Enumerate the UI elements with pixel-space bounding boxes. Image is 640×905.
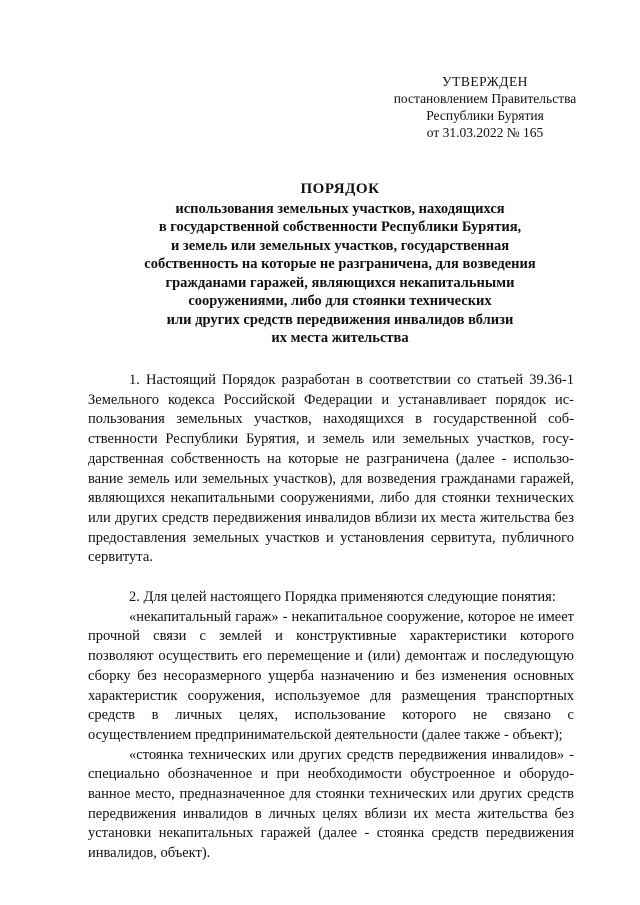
approval-republic-line: Республики Бурятия bbox=[426, 108, 544, 123]
title-line: сооружениями, либо для стоянки технических bbox=[188, 293, 492, 309]
definition-garage: «некапитальный гараж» - некапитальное сооружение, которое не имеет прочной связи с землей и конструктивные характеристики которого позволяют осуществить его перемещение и (или) демонтаж и последующую сборку без несоразмерного ущерба назначению и без изменения основных характеристик сооружения, используемое для размещения транспортных средств в личных целях, использование которого не связано с осуществлением предпринимательской деятельности (далее также - объект); bbox=[88, 608, 574, 743]
approval-date-line: от 31.03.2022 № 165 bbox=[426, 125, 544, 140]
title-line: собственность на которые не разграничена, для возведения bbox=[144, 256, 536, 272]
title-line: их места жительства bbox=[271, 330, 409, 346]
document-title-block bbox=[90, 180, 590, 348]
document-body bbox=[88, 371, 574, 864]
paragraph-2: 2. Для целей настоящего Порядка применяются следующие понятия: bbox=[129, 589, 556, 606]
approval-resolution-line: постановлением Правительства bbox=[393, 91, 577, 106]
document-heading: ПОРЯДОК bbox=[300, 181, 380, 197]
title-line: или других средств передвижения инвалидов вблизи bbox=[166, 311, 514, 328]
title-line: и земель или земельных участков, государственная bbox=[170, 237, 510, 254]
title-line: использования земельных участков, находящихся bbox=[175, 200, 505, 217]
paragraph-1: 1. Настоящий Порядок разработан в соответствии со статьей 39.36-1 Земельного кодекса Российской Федерации и устанавливает порядок использования земельных участков, находящихся в государственной собственности Республики Бурятия, и земель или земельных участков, государственная собственность на которые не разграничена (далее - использование земель или земельных участков), для возведения гражданами гаражей, являющихся некапитальными сооружениями, либо для стоянки технических или других средств передвижения инвалидов вблизи их места жительства без предоставления земельных участков и установления сервитута, публичного сервитута. bbox=[88, 372, 574, 566]
approval-title: УТВЕРЖДЕН bbox=[442, 74, 528, 89]
title-line: гражданами гаражей, являющихся некапитальными bbox=[165, 274, 515, 291]
approval-stamp bbox=[380, 73, 590, 141]
definition-parking: «стоянка технических или других средств передвижения инвалидов» - специально обозначенное и при необходимости обустроенное и оборудованное место, предназначенное для стоянки технических или других средств передвижения инвалидов в личных целях вблизи их места жительства без установки некапитальных гаражей (далее - стоянка средств передвижения инвалидов, объект). bbox=[88, 746, 574, 862]
title-line: в государственной собственности Республики Бурятия, bbox=[158, 219, 522, 235]
